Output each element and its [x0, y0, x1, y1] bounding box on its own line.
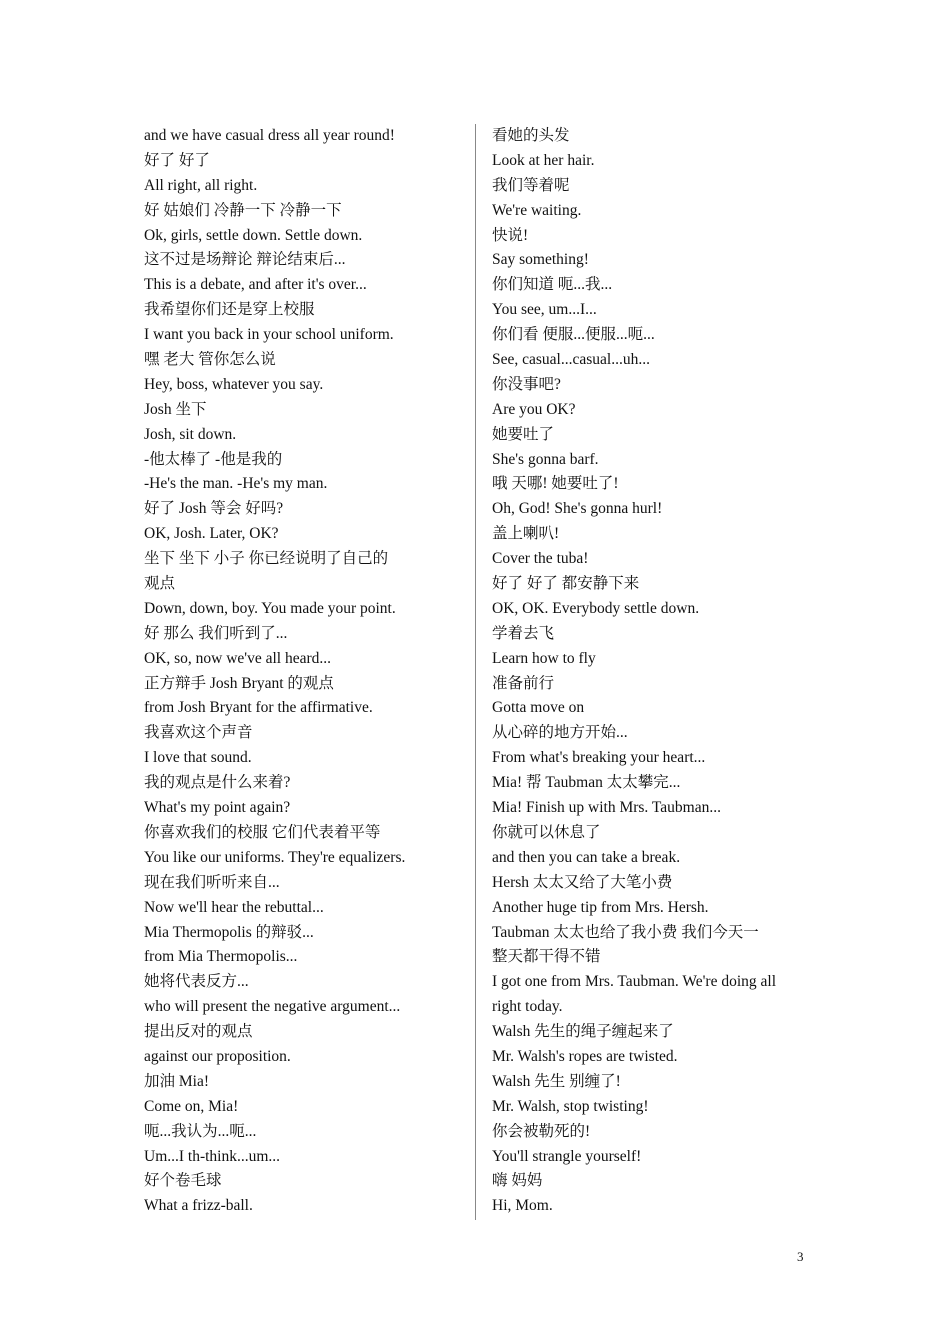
subtitle-line: 我们等着呢: [492, 176, 570, 194]
subtitle-line: You see, um...I...: [492, 301, 597, 319]
subtitle-line: OK, so, now we've all heard...: [144, 649, 332, 667]
subtitle-line: Mia! Finish up with Mrs. Taubman...: [492, 799, 721, 817]
subtitle-line: 你会被勒死的!: [492, 1122, 591, 1140]
subtitle-line: right today.: [492, 998, 563, 1016]
subtitle-line: I want you back in your school uniform.: [144, 326, 394, 344]
subtitle-line: You like our uniforms. They're equalizers.: [144, 848, 406, 866]
subtitle-line: Oh, God! She's gonna hurl!: [492, 500, 663, 518]
subtitle-line: Mia! 帮 Taubman 太太攀完...: [492, 774, 681, 792]
subtitle-line: 好了 Josh 等会 好吗?: [144, 500, 284, 518]
subtitle-line: 我的观点是什么来着?: [144, 774, 291, 792]
subtitle-line: 好了 好了: [144, 151, 210, 169]
subtitle-line: 好 那么 我们听到了...: [144, 624, 288, 642]
subtitle-line: 坐下 坐下 小子 你已经说明了自己的: [144, 550, 389, 568]
subtitle-line: Taubman 太太也给了我小费 我们今天一: [492, 923, 759, 941]
subtitle-line: from Josh Bryant for the affirmative.: [144, 699, 373, 717]
column-divider: [475, 124, 476, 1220]
subtitle-line: I got one from Mrs. Taubman. We're doing all: [492, 973, 776, 991]
subtitle-line: Walsh 先生 别缠了!: [492, 1072, 621, 1090]
subtitle-line: and we have casual dress all year round!: [144, 127, 395, 144]
subtitle-line: 嘿 老大 管你怎么说: [144, 351, 276, 369]
left-text-column: [144, 124, 464, 1219]
subtitle-line: She's gonna barf.: [492, 450, 599, 468]
subtitle-line: 你就可以休息了: [492, 823, 601, 841]
subtitle-line: Now we'll hear the rebuttal...: [144, 898, 324, 916]
subtitle-line: 好了 好了 都安静下来: [492, 575, 640, 593]
subtitle-line: 正方辩手 Josh Bryant 的观点: [144, 674, 334, 692]
subtitle-line: Um...I th-think...um...: [144, 1147, 281, 1165]
subtitle-line: Come on, Mia!: [144, 1097, 239, 1115]
subtitle-line: 整天都干得不错: [492, 948, 601, 966]
subtitle-line: 我喜欢这个声音: [144, 724, 253, 742]
subtitle-line: 你们知道 呃...我...: [492, 276, 613, 294]
subtitle-line: Josh, sit down.: [144, 425, 237, 443]
subtitle-line: 看她的头发: [492, 127, 570, 144]
subtitle-line: Mr. Walsh's ropes are twisted.: [492, 1047, 678, 1065]
subtitle-line: 嗨 妈妈: [492, 1172, 543, 1190]
subtitle-line: Ok, girls, settle down. Settle down.: [144, 226, 363, 244]
subtitle-line: 哦 天哪! 她要吐了!: [492, 475, 619, 493]
subtitle-line: Mia Thermopolis 的辩驳...: [144, 923, 314, 941]
subtitle-line: Learn how to fly: [492, 649, 596, 667]
right-text-column: [492, 124, 812, 1219]
subtitle-line: Are you OK?: [492, 400, 576, 418]
subtitle-line: Walsh 先生的绳子缠起来了: [492, 1023, 674, 1041]
subtitle-line: against our proposition.: [144, 1047, 291, 1065]
subtitle-line: 呃...我认为...呃...: [144, 1122, 257, 1140]
subtitle-line: 她要吐了: [492, 425, 555, 443]
subtitle-line: Another huge tip from Mrs. Hersh.: [492, 898, 709, 916]
subtitle-line: from Mia Thermopolis...: [144, 948, 298, 966]
subtitle-line: 你没事吧?: [492, 375, 561, 393]
subtitle-line: This is a debate, and after it's over...: [144, 276, 367, 294]
subtitle-line: 加油 Mia!: [144, 1072, 210, 1090]
subtitle-line: who will present the negative argument...: [144, 998, 401, 1016]
subtitle-line: 我希望你们还是穿上校服: [144, 301, 315, 319]
subtitle-line: OK, OK. Everybody settle down.: [492, 599, 700, 617]
subtitle-line: and then you can take a break.: [492, 848, 681, 866]
subtitle-line: Hersh 太太又给了大笔小费: [492, 873, 673, 891]
subtitle-line: Cover the tuba!: [492, 550, 589, 568]
subtitle-line: See, casual...casual...uh...: [492, 351, 650, 369]
subtitle-line: 她将代表反方...: [144, 973, 249, 991]
subtitle-line: I love that sound.: [144, 749, 252, 767]
subtitle-line: All right, all right.: [144, 176, 258, 194]
subtitle-line: 这不过是场辩论 辩论结束后...: [144, 251, 346, 269]
subtitle-line: Down, down, boy. You made your point.: [144, 599, 396, 617]
subtitle-line: 你喜欢我们的校服 它们代表着平等: [144, 823, 381, 841]
subtitle-line: 好个卷毛球: [144, 1172, 222, 1190]
subtitle-line: 快说!: [492, 226, 529, 244]
subtitle-line: What a frizz-ball.: [144, 1197, 253, 1215]
subtitle-line: 观点: [144, 575, 176, 593]
subtitle-line: -He's the man. -He's my man.: [144, 475, 328, 493]
subtitle-line: Hi, Mom.: [492, 1197, 553, 1215]
page-number: 3: [797, 1249, 804, 1264]
subtitle-line: 准备前行: [492, 674, 555, 692]
subtitle-line: Gotta move on: [492, 699, 585, 717]
subtitle-line: From what's breaking your heart...: [492, 749, 706, 767]
subtitle-line: Mr. Walsh, stop twisting!: [492, 1097, 649, 1115]
subtitle-line: 盖上喇叭!: [492, 525, 560, 543]
subtitle-line: 学着去飞: [492, 624, 555, 642]
subtitle-line: Josh 坐下: [144, 400, 207, 418]
subtitle-line: You'll strangle yourself!: [492, 1147, 642, 1165]
subtitle-line: Hey, boss, whatever you say.: [144, 375, 324, 393]
subtitle-line: What's my point again?: [144, 799, 291, 817]
subtitle-line: We're waiting.: [492, 201, 582, 219]
subtitle-line: 好 姑娘们 冷静一下 冷静一下: [144, 201, 342, 219]
subtitle-line: -他太棒了 -他是我的: [144, 450, 283, 468]
subtitle-line: Say something!: [492, 251, 589, 269]
subtitle-line: 现在我们听听来自...: [144, 873, 280, 891]
subtitle-line: Look at her hair.: [492, 151, 595, 169]
subtitle-line: 从心碎的地方开始...: [492, 724, 628, 742]
subtitle-line: OK, Josh. Later, OK?: [144, 525, 279, 543]
subtitle-line: 提出反对的观点: [144, 1023, 253, 1041]
subtitle-line: 你们看 便服...便服...呃...: [492, 326, 655, 344]
